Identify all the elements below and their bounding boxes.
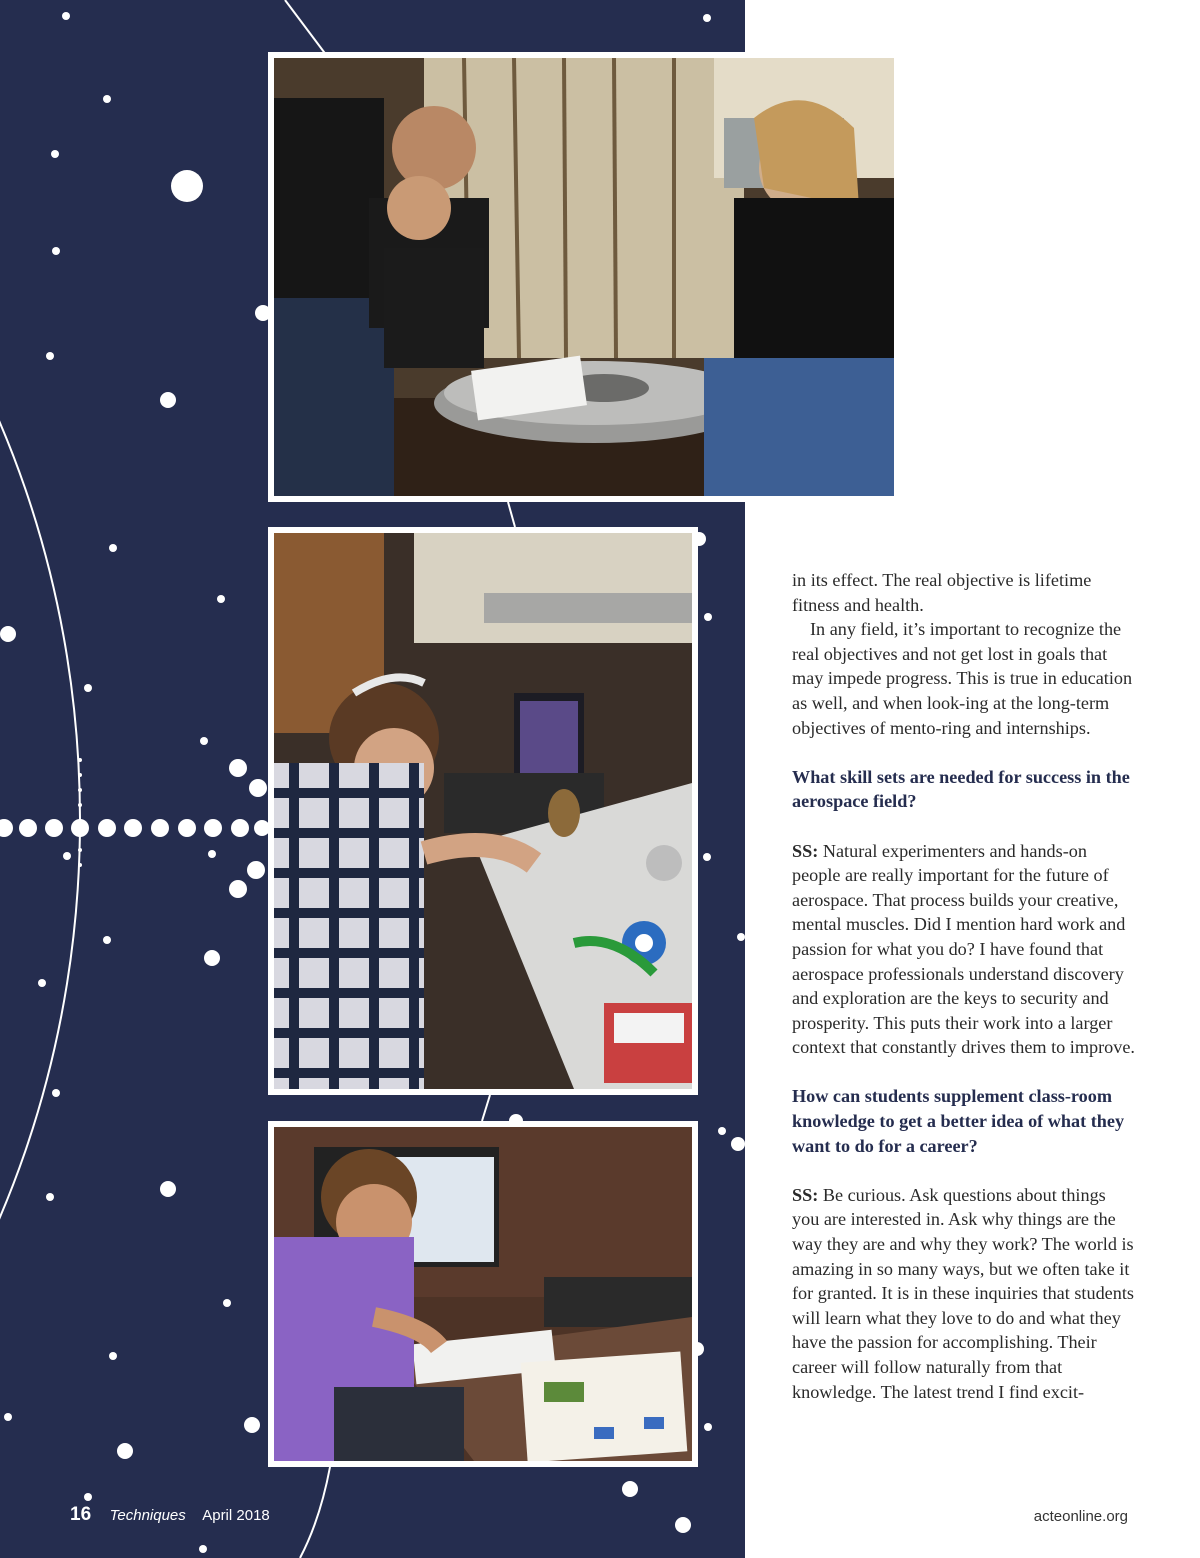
answer-text: Be curious. Ask questions about things you are interested in. Ask why things are the way they are and why they work? The world is amazing in so many ways, but we often take it for granted. It is in these inquiries that students will learn what they love to do and what they have the passion for accomplishing. Their career will follow naturally from that knowledge. The latest trend I find excit- [792,1184,1134,1402]
website-link[interactable]: acteonline.org [1033,1508,1128,1525]
photo-student-soldering [268,527,698,1095]
photo-lab-vacuum-chamber [268,52,894,502]
photo-student-computer-desk [268,1121,698,1467]
answer-text: Natural experimenters and hands-on people are really important for the future of aerospace. That process builds your creative, mental muscles. Did I mention hard work and passion for what you do? I have found that aerospace professionals understand discovery and exploration are the keys to security and prosperity. This puts their work into a larger context that constantly drives them to improve. [792,840,1135,1058]
publication-name: Techniques [109,1507,186,1524]
page-number: 16 [70,1504,92,1525]
interview-question: What skill sets are needed for success in the aerospace field? [792,766,1130,812]
interview-answer [792,839,1137,1060]
speaker-label: SS: [792,840,819,861]
interview-answer [792,1183,1137,1404]
interview-question: How can students supplement class-room knowledge to get a better idea of what they want to do for a career? [792,1086,1125,1156]
issue-date: April 2018 [202,1507,270,1524]
paragraph: In any field, it’s important to recognize the real objectives and not get lost in goals that may impede progress. This is true in education as well, and when look-ing at the long-term objectives of mento-ring and internships. [792,619,1133,738]
speaker-label: SS: [792,1184,819,1205]
photo-icon [274,533,692,1089]
folio [70,1504,270,1526]
photo-icon [274,1127,692,1461]
paragraph: in its effect. The real objective is lifetime fitness and health. [792,570,1092,615]
article-body [792,568,1137,1404]
photo-icon [274,58,894,496]
